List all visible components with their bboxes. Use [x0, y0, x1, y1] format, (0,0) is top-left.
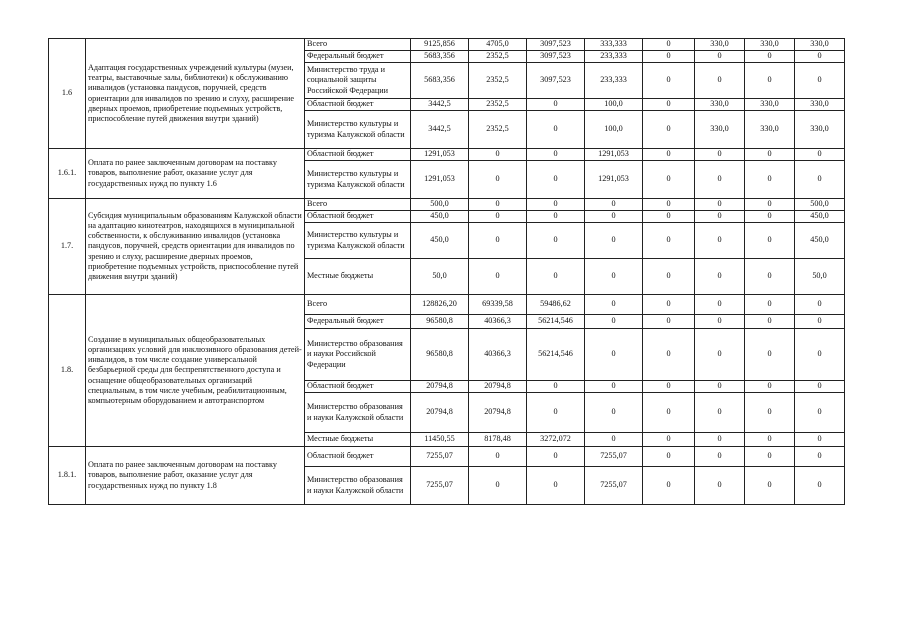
amount-cell: 0	[695, 259, 745, 295]
amount-cell: 2352,5	[469, 51, 527, 63]
funding-source: Всего	[305, 39, 411, 51]
amount-cell: 96580,8	[411, 329, 469, 381]
amount-cell: 0	[585, 211, 643, 223]
measure-name: Оплата по ранее заключенным договорам на поставку товаров, выполнение работ, оказание услуг для государственных нужд по пункту 1.8	[86, 447, 305, 505]
amount-cell: 330,0	[695, 99, 745, 111]
amount-cell: 0	[745, 149, 795, 161]
amount-cell: 0	[527, 99, 585, 111]
amount-cell: 4705,0	[469, 39, 527, 51]
amount-cell: 0	[695, 467, 745, 505]
funding-source: Областной бюджет	[305, 99, 411, 111]
amount-cell: 0	[527, 393, 585, 433]
amount-cell: 40366,3	[469, 315, 527, 329]
amount-cell: 0	[745, 63, 795, 99]
amount-cell: 0	[643, 99, 695, 111]
amount-cell: 0	[643, 211, 695, 223]
amount-cell: 0	[745, 329, 795, 381]
table-row	[49, 39, 845, 51]
amount-cell: 500,0	[795, 199, 845, 211]
amount-cell: 0	[695, 63, 745, 99]
amount-cell: 0	[585, 199, 643, 211]
funding-source: Министерство образования и науки Калужской области	[305, 393, 411, 433]
amount-cell: 0	[643, 259, 695, 295]
funding-source: Местные бюджеты	[305, 433, 411, 447]
amount-cell: 0	[643, 393, 695, 433]
amount-cell: 69339,58	[469, 295, 527, 315]
amount-cell: 0	[643, 223, 695, 259]
amount-cell: 2352,5	[469, 111, 527, 149]
amount-cell: 0	[745, 259, 795, 295]
amount-cell: 450,0	[795, 211, 845, 223]
amount-cell: 0	[527, 381, 585, 393]
amount-cell: 330,0	[745, 111, 795, 149]
amount-cell: 1291,053	[411, 149, 469, 161]
funding-source: Федеральный бюджет	[305, 315, 411, 329]
amount-cell: 3097,523	[527, 39, 585, 51]
amount-cell: 0	[527, 161, 585, 199]
table-row	[49, 199, 845, 211]
funding-source: Областной бюджет	[305, 149, 411, 161]
amount-cell: 0	[469, 211, 527, 223]
amount-cell: 0	[643, 295, 695, 315]
funding-source: Министерство труда и социальной защиты Российской Федерации	[305, 63, 411, 99]
amount-cell: 20794,8	[469, 381, 527, 393]
amount-cell: 1291,053	[585, 161, 643, 199]
amount-cell: 0	[469, 199, 527, 211]
amount-cell: 8178,48	[469, 433, 527, 447]
funding-source: Министерство образования и науки Калужской области	[305, 467, 411, 505]
amount-cell: 9125,856	[411, 39, 469, 51]
measure-name: Оплата по ранее заключенным договорам на поставку товаров, выполнение работ, оказание услуг для государственных нужд по пункту 1.6	[86, 149, 305, 199]
funding-source: Областной бюджет	[305, 211, 411, 223]
amount-cell: 0	[795, 381, 845, 393]
amount-cell: 0	[695, 393, 745, 433]
amount-cell: 7255,07	[585, 467, 643, 505]
amount-cell: 0	[695, 161, 745, 199]
amount-cell: 7255,07	[411, 447, 469, 467]
amount-cell: 0	[527, 199, 585, 211]
amount-cell: 330,0	[745, 39, 795, 51]
amount-cell: 0	[795, 393, 845, 433]
amount-cell: 0	[795, 467, 845, 505]
amount-cell: 59486,62	[527, 295, 585, 315]
amount-cell: 0	[527, 467, 585, 505]
amount-cell: 0	[527, 447, 585, 467]
amount-cell: 330,0	[795, 111, 845, 149]
amount-cell: 0	[643, 381, 695, 393]
amount-cell: 100,0	[585, 111, 643, 149]
funding-source: Всего	[305, 295, 411, 315]
amount-cell: 450,0	[411, 223, 469, 259]
amount-cell: 0	[745, 393, 795, 433]
amount-cell: 0	[643, 111, 695, 149]
amount-cell: 0	[695, 223, 745, 259]
amount-cell: 0	[527, 223, 585, 259]
amount-cell: 0	[795, 329, 845, 381]
amount-cell: 0	[469, 223, 527, 259]
amount-cell: 50,0	[795, 259, 845, 295]
amount-cell: 0	[795, 295, 845, 315]
amount-cell: 0	[745, 161, 795, 199]
amount-cell: 0	[695, 149, 745, 161]
amount-cell: 0	[585, 223, 643, 259]
amount-cell: 0	[795, 433, 845, 447]
amount-cell: 0	[585, 259, 643, 295]
amount-cell: 330,0	[795, 39, 845, 51]
amount-cell: 0	[745, 223, 795, 259]
amount-cell: 0	[469, 467, 527, 505]
amount-cell: 0	[585, 295, 643, 315]
funding-source: Федеральный бюджет	[305, 51, 411, 63]
amount-cell: 7255,07	[585, 447, 643, 467]
amount-cell: 0	[745, 199, 795, 211]
measure-name: Создание в муниципальных общеобразовательных организациях условий для инклюзивного образования детей-инвалидов, в том числе создание универсальной безбарьерной среды для беспрепятственного доступа и оснащение общеобразовательных организаций специальным, в том числе учебным, реабилитационным, компьютерным оборудованием и автотранспортом	[86, 295, 305, 447]
amount-cell: 56214,546	[527, 329, 585, 381]
amount-cell: 0	[585, 315, 643, 329]
amount-cell: 0	[795, 315, 845, 329]
amount-cell: 0	[795, 161, 845, 199]
amount-cell: 20794,8	[411, 381, 469, 393]
amount-cell: 0	[643, 467, 695, 505]
amount-cell: 0	[695, 199, 745, 211]
amount-cell: 0	[643, 63, 695, 99]
table-row	[49, 295, 845, 315]
amount-cell: 0	[795, 51, 845, 63]
amount-cell: 0	[527, 259, 585, 295]
amount-cell: 1291,053	[411, 161, 469, 199]
funding-source: Министерство культуры и туризма Калужской области	[305, 161, 411, 199]
amount-cell: 0	[469, 447, 527, 467]
amount-cell: 500,0	[411, 199, 469, 211]
amount-cell: 0	[745, 433, 795, 447]
amount-cell: 0	[695, 433, 745, 447]
amount-cell: 0	[585, 329, 643, 381]
amount-cell: 0	[527, 149, 585, 161]
funding-source: Министерство образования и науки Российской Федерации	[305, 329, 411, 381]
amount-cell: 0	[695, 51, 745, 63]
amount-cell: 96580,8	[411, 315, 469, 329]
amount-cell: 0	[643, 39, 695, 51]
amount-cell: 1291,053	[585, 149, 643, 161]
budget-table	[48, 38, 845, 505]
amount-cell: 0	[795, 447, 845, 467]
amount-cell: 0	[643, 161, 695, 199]
funding-source: Всего	[305, 199, 411, 211]
measure-name: Адаптация государственных учреждений культуры (музеи, театры, выставочные залы, библиотеки) к обслуживанию инвалидов (установка пандусов, поручней, средств ориентации для инвалидов по зрению и слуху, расширение дверных проемов, приобретение подъемных устройств, приспособление путей движения внутри зданий)	[86, 39, 305, 149]
amount-cell: 0	[745, 381, 795, 393]
table-row	[49, 149, 845, 161]
amount-cell: 40366,3	[469, 329, 527, 381]
amount-cell: 0	[695, 295, 745, 315]
amount-cell: 0	[643, 433, 695, 447]
funding-source: Областной бюджет	[305, 447, 411, 467]
amount-cell: 0	[585, 433, 643, 447]
amount-cell: 0	[695, 329, 745, 381]
amount-cell: 233,333	[585, 63, 643, 99]
amount-cell: 20794,8	[469, 393, 527, 433]
amount-cell: 3442,5	[411, 99, 469, 111]
funding-source: Местные бюджеты	[305, 259, 411, 295]
amount-cell: 0	[643, 447, 695, 467]
amount-cell: 2352,5	[469, 99, 527, 111]
amount-cell: 450,0	[411, 211, 469, 223]
amount-cell: 5683,356	[411, 63, 469, 99]
amount-cell: 0	[695, 211, 745, 223]
funding-source: Министерство культуры и туризма Калужской области	[305, 111, 411, 149]
amount-cell: 333,333	[585, 39, 643, 51]
amount-cell: 450,0	[795, 223, 845, 259]
amount-cell: 5683,356	[411, 51, 469, 63]
amount-cell: 0	[469, 161, 527, 199]
amount-cell: 233,333	[585, 51, 643, 63]
funding-source: Министерство культуры и туризма Калужской области	[305, 223, 411, 259]
amount-cell: 0	[695, 315, 745, 329]
amount-cell: 330,0	[695, 39, 745, 51]
amount-cell: 0	[745, 447, 795, 467]
amount-cell: 7255,07	[411, 467, 469, 505]
amount-cell: 0	[527, 111, 585, 149]
amount-cell: 0	[585, 381, 643, 393]
amount-cell: 3442,5	[411, 111, 469, 149]
amount-cell: 0	[643, 329, 695, 381]
measure-name: Субсидия муниципальным образованиям Калужской области на адаптацию кинотеатров, находящихся в муниципальной собственности, к обслуживанию инвалидов (установка пандусов, поручней, средств ориентации для инвалидов по зрению и слуху, расширение дверных проемов, приобретение подъемных устройств, приспособление путей движения внутри зданий)	[86, 199, 305, 295]
amount-cell: 0	[695, 447, 745, 467]
amount-cell: 3097,523	[527, 63, 585, 99]
amount-cell: 0	[585, 393, 643, 433]
amount-cell: 50,0	[411, 259, 469, 295]
measure-number: 1.8.1.	[49, 447, 86, 505]
amount-cell: 0	[643, 315, 695, 329]
amount-cell: 0	[527, 211, 585, 223]
amount-cell: 0	[745, 51, 795, 63]
funding-source: Областной бюджет	[305, 381, 411, 393]
amount-cell: 0	[745, 295, 795, 315]
amount-cell: 0	[795, 63, 845, 99]
amount-cell: 100,0	[585, 99, 643, 111]
amount-cell: 3272,072	[527, 433, 585, 447]
amount-cell: 11450,55	[411, 433, 469, 447]
amount-cell: 0	[745, 315, 795, 329]
amount-cell: 0	[745, 467, 795, 505]
amount-cell: 0	[695, 381, 745, 393]
amount-cell: 128826,20	[411, 295, 469, 315]
amount-cell: 330,0	[745, 99, 795, 111]
amount-cell: 0	[469, 149, 527, 161]
amount-cell: 330,0	[695, 111, 745, 149]
amount-cell: 0	[469, 259, 527, 295]
table-row	[49, 447, 845, 467]
amount-cell: 0	[643, 199, 695, 211]
amount-cell: 0	[643, 51, 695, 63]
amount-cell: 20794,8	[411, 393, 469, 433]
amount-cell: 2352,5	[469, 63, 527, 99]
amount-cell: 0	[795, 149, 845, 161]
measure-number: 1.8.	[49, 295, 86, 447]
measure-number: 1.6.1.	[49, 149, 86, 199]
amount-cell: 330,0	[795, 99, 845, 111]
amount-cell: 0	[643, 149, 695, 161]
amount-cell: 3097,523	[527, 51, 585, 63]
measure-number: 1.6	[49, 39, 86, 149]
amount-cell: 56214,546	[527, 315, 585, 329]
amount-cell: 0	[745, 211, 795, 223]
measure-number: 1.7.	[49, 199, 86, 295]
